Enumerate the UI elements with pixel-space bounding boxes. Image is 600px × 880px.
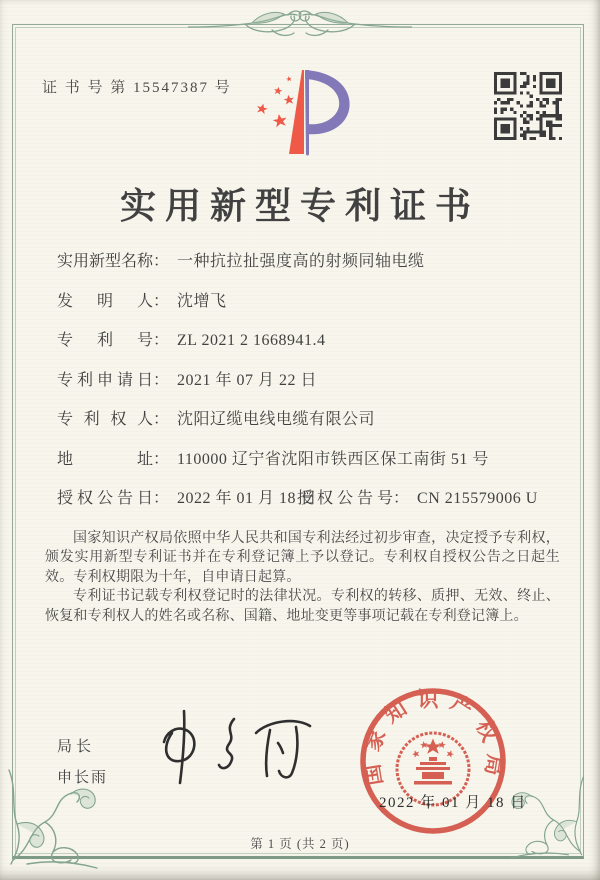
field-value: 110000 辽宁省沈阳市铁西区保工南街 51 号 <box>177 450 489 468</box>
field-value: 沈增飞 <box>177 292 227 310</box>
field-row-filing-date <box>45 371 560 391</box>
field-colon: ： <box>153 490 170 507</box>
field-row-inventor <box>45 292 560 312</box>
field-label: 专利权人 <box>57 411 153 428</box>
field-label: 专利申请日 <box>57 371 153 389</box>
field-value: 一种抗拉扯强度高的射频同轴电缆 <box>177 253 425 270</box>
field-colon: ： <box>153 450 170 468</box>
certificate-body <box>45 252 560 626</box>
field-label: 专利号 <box>57 332 153 349</box>
grant-date-value: 2022 年 01 月 18 日 <box>177 490 318 507</box>
qr-code <box>494 72 562 140</box>
signer-title: 局长 <box>57 739 96 755</box>
field-row-patent-number <box>45 331 560 351</box>
field-label: 实用新型名称 <box>57 253 154 270</box>
legal-text <box>45 529 560 627</box>
field-value: 沈阳辽缆电线电缆有限公司 <box>177 411 376 428</box>
legal-paragraph-1: 国家知识产权局依照中华人民共和国专利法经过初步审查，决定授予专利权，颁发实用新型专利证书并在专利登记簿上予以登记。专利权自授权公告之日起生效。专利权期限为十年，自申请日起算。 <box>45 530 560 585</box>
cnipa-logo-icon <box>245 64 357 160</box>
field-value: ZL 2021 2 1668941.4 <box>177 332 326 349</box>
field-label: 授权公告号 <box>297 490 393 507</box>
field-colon: ： <box>393 490 410 507</box>
field-row-patentee <box>45 410 560 430</box>
field-row-address <box>45 450 560 470</box>
certificate-title: 实用新型专利证书 <box>119 186 480 226</box>
seal-text: 国家知识产权局 <box>358 687 508 788</box>
director-signature <box>150 703 330 795</box>
bottom-left-ornament-icon <box>1 760 141 872</box>
field-value: 2021 年 07 月 22 日 <box>177 371 318 389</box>
field-row-grant <box>45 489 560 509</box>
field-row-name <box>45 252 560 272</box>
field-colon: ： <box>153 253 170 270</box>
field-label: 发明人 <box>57 292 153 310</box>
cnipa-seal <box>357 685 509 837</box>
field-colon: ： <box>153 292 170 310</box>
field-colon: ： <box>153 411 170 428</box>
grant-number-pair <box>297 489 538 509</box>
certificate-number: 证 书 号 第 15547387 号 <box>42 80 232 96</box>
top-border-ornament-icon <box>188 6 412 46</box>
signer-name: 申长雨 <box>57 770 109 786</box>
page-number: 第 1 页 (共 2 页) <box>250 837 350 851</box>
field-label: 授权公告日 <box>57 490 153 507</box>
legal-paragraph-2: 专利证书记载专利权登记时的法律状况。专利权的转移、质押、无效、终止、恢复和专利权人的姓名或名称、国籍、地址变更等事项记载在专利登记簿上。 <box>45 589 560 624</box>
field-colon: ： <box>153 332 170 349</box>
field-colon: ： <box>153 371 170 389</box>
grant-number-value: CN 215579006 U <box>417 490 538 507</box>
seal-date: 2022 年 01 月 18 日 <box>379 795 527 811</box>
field-label: 地址 <box>57 450 153 468</box>
